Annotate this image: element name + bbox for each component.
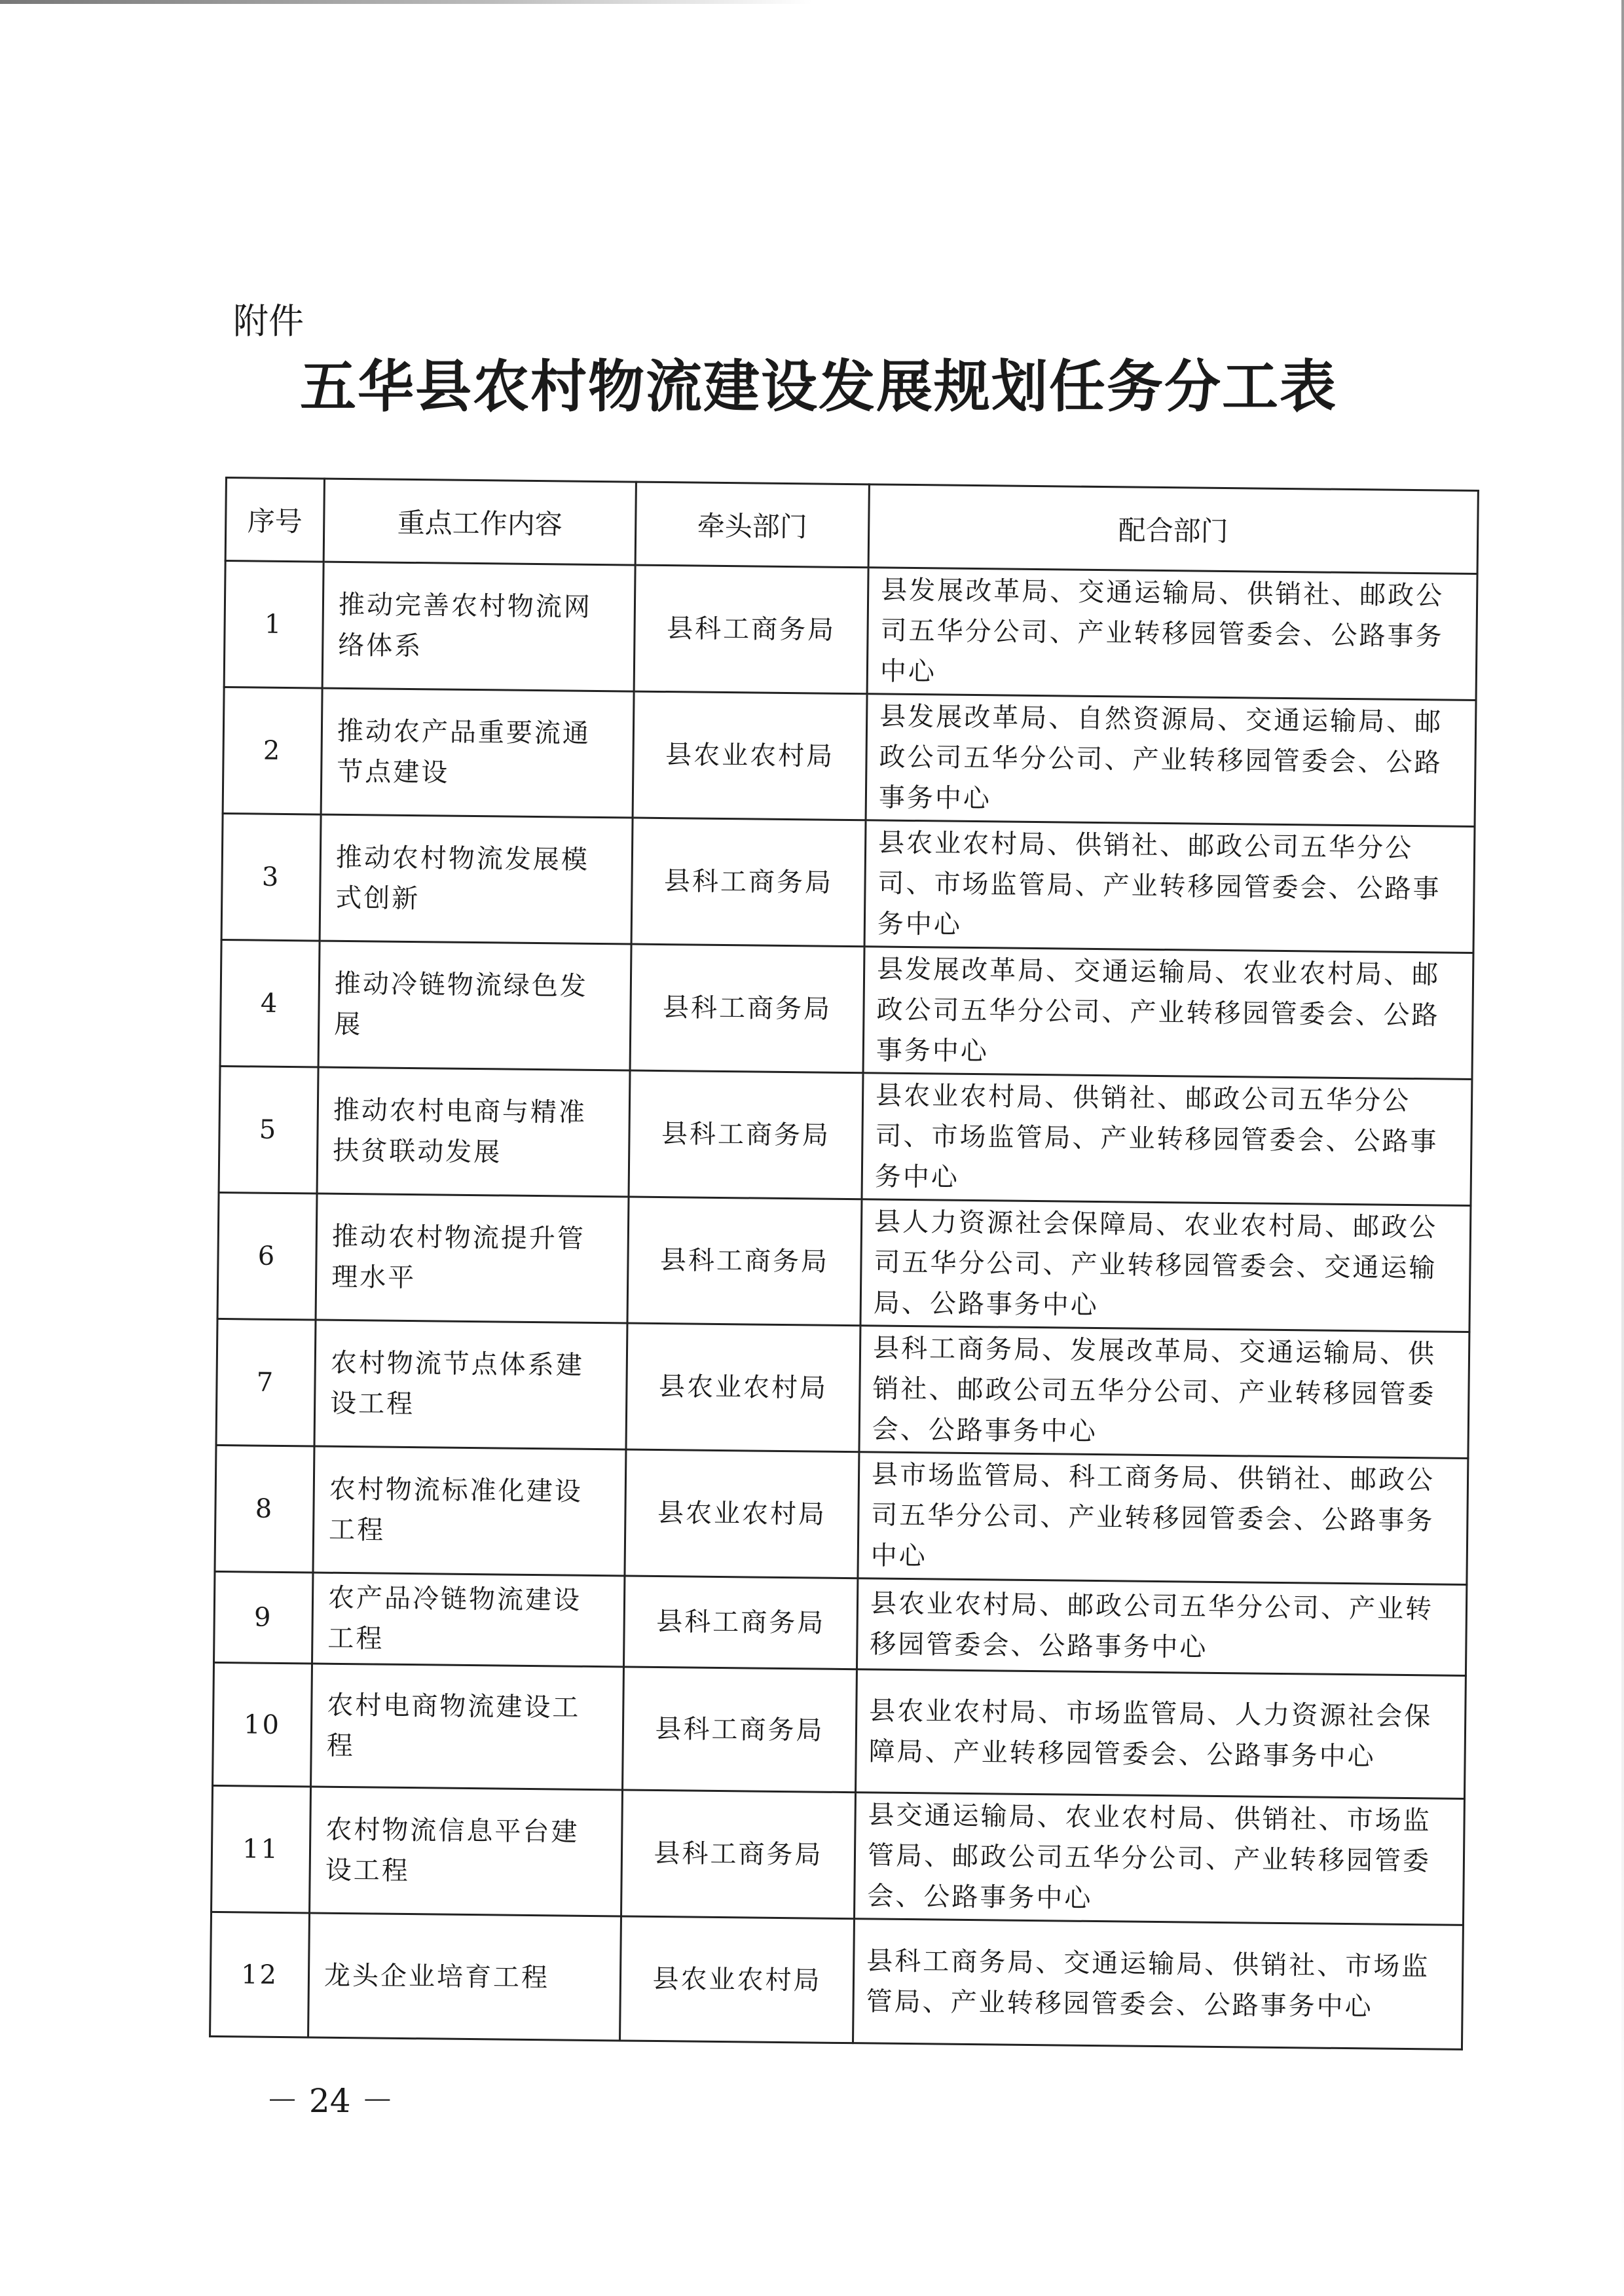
row-content: 龙头企业培育工程: [308, 1913, 621, 2041]
row-lead-department: 县科工商务局: [627, 1197, 862, 1326]
row-number: 1: [224, 561, 323, 689]
row-number: 7: [216, 1319, 316, 1446]
row-cooperating-departments: 县科工商务局、交通运输局、供销社、市场监管局、产业转移园管委会、公路事务中心: [853, 1919, 1463, 2050]
row-lead-department: 县农业农村局: [620, 1916, 855, 2043]
table-row: [219, 1066, 1472, 1205]
row-cooperating-departments: 县农业农村局、市场监管局、人力资源社会保障局、产业转移园管委会、公路事务中心: [856, 1669, 1466, 1799]
row-number: 11: [212, 1785, 311, 1913]
row-content: 农产品冷链物流建设工程: [312, 1573, 625, 1667]
row-cooperating-departments: 县发展改革局、交通运输局、供销社、邮政公司五华分公司、产业转移园管委会、公路事务中心: [867, 568, 1477, 701]
page-number: － 24 －: [266, 2082, 394, 2120]
row-content: 农村电商物流建设工程: [311, 1664, 624, 1790]
row-content: 推动农村电商与精准扶贫联动发展: [317, 1067, 630, 1197]
row-lead-department: 县农业农村局: [625, 1449, 859, 1578]
row-cooperating-departments: 县市场监管局、科工商务局、供销社、邮政公司五华分公司、产业转移园管委会、公路事务中心: [858, 1452, 1468, 1585]
row-cooperating-departments: 县发展改革局、交通运输局、农业农村局、邮政公司五华分公司、产业转移园管委会、公路事务中心: [863, 947, 1473, 1080]
header-lead: 牵头部门: [635, 482, 869, 568]
table-row: [221, 813, 1475, 953]
row-lead-department: 县农业农村局: [633, 691, 867, 820]
task-table: [209, 477, 1479, 2050]
row-cooperating-departments: 县交通运输局、农业农村局、供销社、市场监管局、邮政公司五华分公司、产业转移园管委会、公路事务中心: [854, 1793, 1464, 1925]
row-number: 6: [217, 1192, 317, 1320]
row-number: 9: [214, 1571, 313, 1664]
row-number: 3: [221, 813, 321, 941]
header-coop: 配合部门: [868, 484, 1478, 574]
row-lead-department: 县科工商务局: [623, 1667, 857, 1793]
row-lead-department: 县科工商务局: [630, 944, 864, 1073]
table-row: [217, 1192, 1471, 1332]
row-content: 农村物流标准化建设工程: [313, 1446, 626, 1576]
row-number: 12: [210, 1912, 310, 2037]
header-no: 序号: [225, 478, 324, 562]
row-content: 推动完善农村物流网络体系: [322, 562, 635, 691]
row-cooperating-departments: 县农业农村局、邮政公司五华分公司、产业转移园管委会、公路事务中心: [857, 1578, 1466, 1676]
row-cooperating-departments: 县发展改革局、自然资源局、交通运输局、邮政公司五华分公司、产业转移园管委会、公路事务中心: [866, 694, 1476, 827]
row-number: 4: [220, 939, 320, 1067]
row-cooperating-departments: 县农业农村局、供销社、邮政公司五华分公司、市场监管局、产业转移园管委会、公路事务中心: [864, 820, 1475, 953]
table-row: [210, 1912, 1464, 2049]
table-row: [212, 1785, 1465, 1925]
row-lead-department: 县科工商务局: [629, 1070, 863, 1199]
row-lead-department: 县科工商务局: [621, 1790, 856, 1919]
row-cooperating-departments: 县农业农村局、供销社、邮政公司五华分公司、市场监管局、产业转移园管委会、公路事务中心: [862, 1073, 1472, 1206]
row-number: 2: [223, 687, 322, 814]
table-row: [224, 561, 1477, 701]
attachment-label: 附件: [233, 301, 304, 342]
row-number: 10: [213, 1662, 312, 1787]
row-content: 农村物流信息平台建设工程: [310, 1787, 623, 1916]
scan-edge-right: [1621, 0, 1624, 2296]
header-content: 重点工作内容: [323, 479, 636, 565]
table-row: [216, 1319, 1469, 1458]
row-lead-department: 县科工商务局: [623, 1576, 857, 1669]
row-number: 5: [219, 1066, 318, 1194]
scan-edge-top: [0, 0, 812, 4]
row-lead-department: 县科工商务局: [631, 818, 866, 947]
row-cooperating-departments: 县科工商务局、发展改革局、交通运输局、供销社、邮政公司五华分公司、产业转移园管委会、公路事务中心: [859, 1326, 1469, 1459]
table-header-row: [225, 478, 1478, 574]
row-content: 推动农村物流提升管理水平: [316, 1194, 629, 1323]
row-lead-department: 县科工商务局: [634, 565, 868, 694]
row-cooperating-departments: 县人力资源社会保障局、农业农村局、邮政公司五华分公司、产业转移园管委会、交通运输局、公路事务中心: [860, 1199, 1471, 1332]
row-number: 8: [215, 1445, 314, 1573]
table-row: [214, 1571, 1467, 1675]
row-content: 推动农村物流发展模式创新: [320, 814, 633, 944]
table-row: [220, 939, 1473, 1079]
table-row: [215, 1445, 1468, 1584]
row-content: 推动冷链物流绿色发展: [318, 941, 631, 1070]
row-content: 农村物流节点体系建设工程: [314, 1320, 627, 1449]
row-lead-department: 县农业农村局: [626, 1323, 860, 1452]
table-row: [223, 687, 1476, 826]
row-content: 推动农产品重要流通节点建设: [321, 688, 634, 818]
document-title: 五华县农村物流建设发展规划任务分工表: [300, 354, 1337, 420]
table-row: [213, 1662, 1466, 1798]
